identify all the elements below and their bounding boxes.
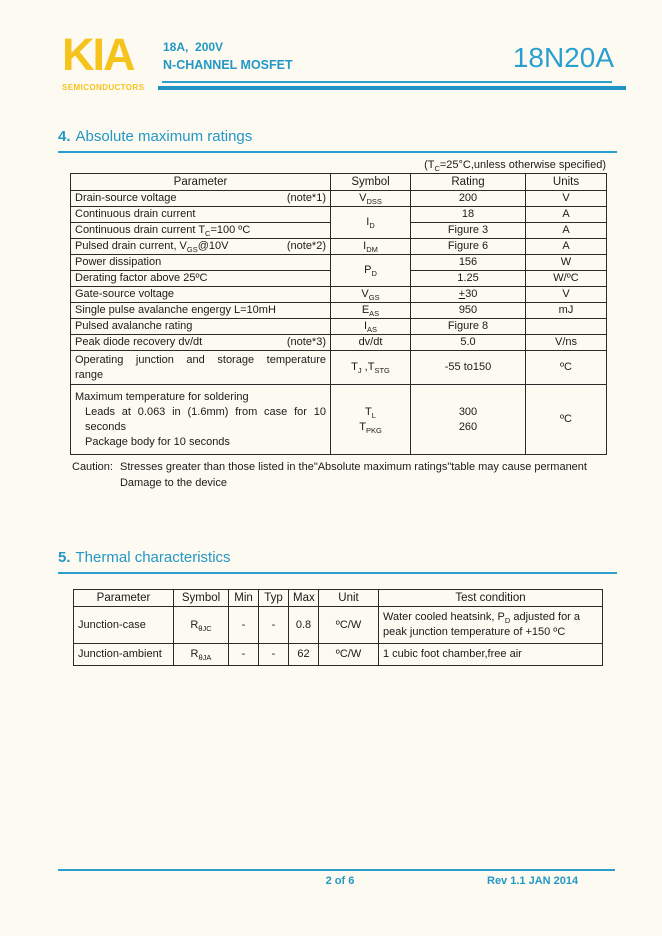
table-row xyxy=(71,207,607,223)
unit-cell: ºC/W xyxy=(319,607,379,644)
typ-cell: - xyxy=(259,607,289,644)
column-header: Units xyxy=(526,174,607,191)
column-header: Symbol xyxy=(174,590,229,607)
table-row xyxy=(71,303,607,319)
rating-cell: Figure 3 xyxy=(411,223,526,239)
units-cell: ºC xyxy=(526,385,607,455)
table-row xyxy=(71,385,607,455)
table-row xyxy=(71,287,607,303)
note-ref: (note*3) xyxy=(286,336,326,348)
symbol-cell: $I_D$ xyxy=(331,207,411,239)
condition-note: ($T_C=25^\circ C,unless$ otherwise specified) xyxy=(424,159,606,174)
units-cell: ºC xyxy=(526,351,607,385)
column-header: Unit xyxy=(319,590,379,607)
symbol-cell: $T_L$ $T_{PKG}$ xyxy=(331,385,411,455)
unit-cell: ºC/W xyxy=(319,644,379,666)
parameter-cell: Continuous drain current $T_C=100$ ºC xyxy=(71,223,331,239)
caution-line2: Damage to the device xyxy=(119,477,227,489)
min-cell: - xyxy=(229,607,259,644)
symbol-cell: $V_{DSS}$ xyxy=(331,191,411,207)
column-header: Test condition xyxy=(379,590,603,607)
rating-cell: 300 260 xyxy=(411,385,526,455)
logo-wordmark: KIA xyxy=(62,29,134,80)
thermal-characteristics-table xyxy=(73,589,603,666)
symbol-cell: $R_{\theta JA}$ xyxy=(174,644,229,666)
column-header: Parameter xyxy=(74,590,174,607)
note-ref: (note*2) xyxy=(286,240,326,252)
table-row xyxy=(71,351,607,385)
max-cell: 0.8 xyxy=(289,607,319,644)
rating-cell: Figure 8 xyxy=(411,319,526,335)
min-cell: - xyxy=(229,644,259,666)
parameter-cell: Gate-source voltage xyxy=(71,287,331,303)
units-cell: A xyxy=(526,239,607,255)
caution-line1: Stresses greater than those listed in the"Absolute maximum ratings"table may cause permanent xyxy=(119,461,587,473)
units-cell: V xyxy=(526,191,607,207)
device-type-line: N-CHANNEL MOSFET xyxy=(163,58,293,72)
units-cell: W xyxy=(526,255,607,271)
column-header: Parameter xyxy=(71,174,331,191)
table-row xyxy=(71,335,607,351)
table-row xyxy=(71,255,607,271)
header-row xyxy=(74,590,603,607)
parameter-cell: Single pulse avalanche engergy L=10mH xyxy=(71,303,331,319)
column-header: Max xyxy=(289,590,319,607)
device-rating-line: 18A, 200V xyxy=(163,40,224,54)
logo-subtitle: SEMICONDUCTORS xyxy=(62,83,145,92)
column-header: Rating xyxy=(411,174,526,191)
section4-title-text: Absolute maximum ratings xyxy=(75,128,253,145)
test-condition-cell: Water cooled heatsink, $P_D$ adjusted for a peak junction temperature of +150 ºC xyxy=(379,607,603,644)
parameter-cell: Maximum temperature for soldering Leads at 0.063 in (1.6mm) from case for 10 seconds Package body for 10 seconds xyxy=(71,385,331,455)
rating-cell: 1.25 xyxy=(411,271,526,287)
parameter-cell: Junction-case xyxy=(74,607,174,644)
table-row xyxy=(74,644,603,666)
header-rule-thick xyxy=(158,86,626,90)
rating-cell: 200 xyxy=(411,191,526,207)
parameter-cell: Peak diode recovery dv/dt (note*3) xyxy=(71,335,331,351)
table-row xyxy=(71,191,607,207)
rating-cell: 156 xyxy=(411,255,526,271)
column-header: Min xyxy=(229,590,259,607)
header-device-summary xyxy=(163,40,293,72)
symbol-cell: $E_{AS}$ xyxy=(331,303,411,319)
section4-title xyxy=(58,128,617,153)
parameter-cell: Derating factor above 25ºC xyxy=(71,271,331,287)
caution-label: Caution: xyxy=(72,461,113,473)
symbol-cell: $I_{AS}$ xyxy=(331,319,411,335)
caution-text xyxy=(120,459,587,491)
parameter-cell: Drain-source voltage (note*1) xyxy=(71,191,331,207)
header-rule-thin xyxy=(162,81,612,83)
abs-max-ratings-table xyxy=(70,173,607,455)
parameter-cell: Operating junction and storage temperature range xyxy=(71,351,331,385)
rating-cell: +30 xyxy=(411,287,526,303)
max-cell: 62 xyxy=(289,644,319,666)
section5-title-text: Thermal characteristics xyxy=(75,549,231,566)
rating-cell: -55 to150 xyxy=(411,351,526,385)
rating-cell: 5.0 xyxy=(411,335,526,351)
symbol-cell: $V_{GS}$ xyxy=(331,287,411,303)
symbol-cell: $I_{DM}$ xyxy=(331,239,411,255)
column-header: Symbol xyxy=(331,174,411,191)
units-cell: mJ xyxy=(526,303,607,319)
parameter-cell: Power dissipation xyxy=(71,255,331,271)
parameter-cell: Pulsed avalanche rating xyxy=(71,319,331,335)
section5-number: 5. xyxy=(58,549,71,566)
column-header: Typ xyxy=(259,590,289,607)
units-cell: V xyxy=(526,287,607,303)
parameter-cell: Junction-ambient xyxy=(74,644,174,666)
rating-cell: 18 xyxy=(411,207,526,223)
typ-cell: - xyxy=(259,644,289,666)
section4-number: 4. xyxy=(58,128,71,145)
rating-cell: 950 xyxy=(411,303,526,319)
units-cell xyxy=(526,319,607,335)
caution-note xyxy=(72,459,620,491)
part-number: 18N20A xyxy=(512,42,614,73)
footer-revision: Rev 1.1 JAN 2014 xyxy=(487,875,579,887)
table-row xyxy=(74,607,603,644)
kia-logo xyxy=(62,30,172,92)
symbol-cell: $P_D$ xyxy=(331,255,411,287)
table-row xyxy=(71,239,607,255)
test-condition-cell: 1 cubic foot chamber,free air xyxy=(379,644,603,666)
footer-page-number: 2 of 6 xyxy=(325,875,355,887)
section5-title xyxy=(58,549,617,574)
rating-cell: Figure 6 xyxy=(411,239,526,255)
header-row xyxy=(71,174,607,191)
note-ref: (note*1) xyxy=(286,192,326,204)
parameter-cell: Continuous drain current xyxy=(71,207,331,223)
units-cell: V/ns xyxy=(526,335,607,351)
footer-rule xyxy=(58,869,615,871)
symbol-cell: $T_J$ $,T_{STG}$ xyxy=(331,351,411,385)
units-cell: A xyxy=(526,207,607,223)
symbol-cell: dv/dt xyxy=(331,335,411,351)
units-cell: W/ºC xyxy=(526,271,607,287)
symbol-cell: $R_{\theta JC}$ xyxy=(174,607,229,644)
units-cell: A xyxy=(526,223,607,239)
table-row xyxy=(71,319,607,335)
parameter-cell: Pulsed drain current, $V_{GS}@10V$ (note*2) xyxy=(71,239,331,255)
